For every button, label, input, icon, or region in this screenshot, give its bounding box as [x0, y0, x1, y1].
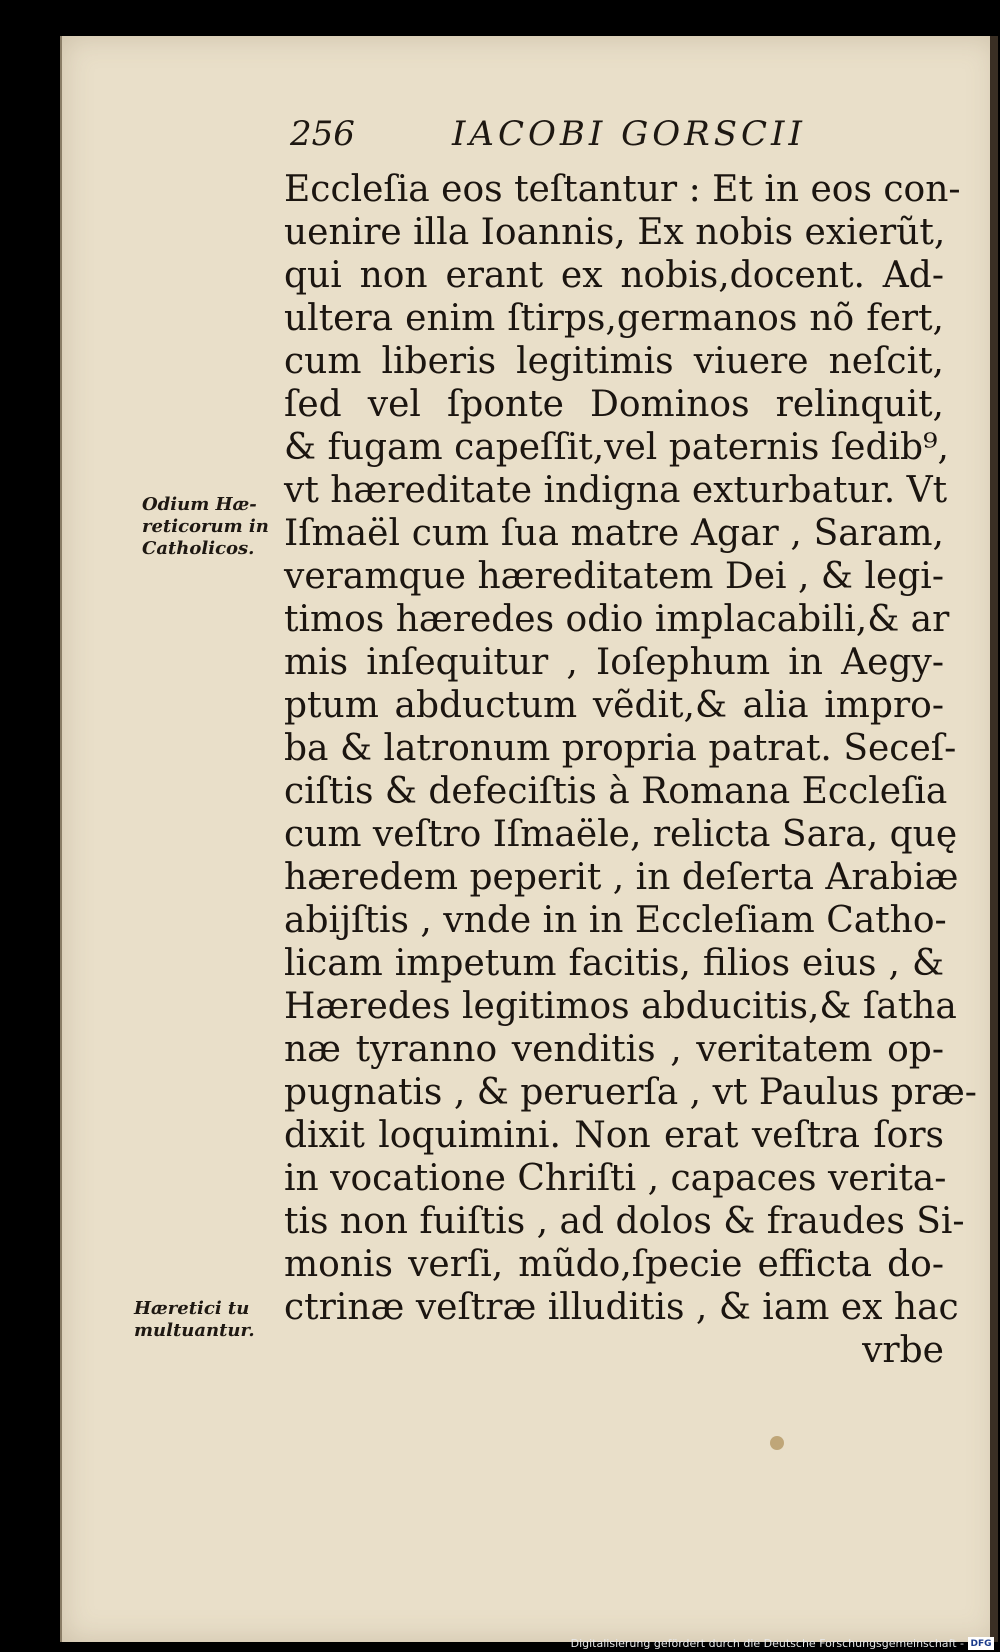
text-line: & fugam capeſſit,vel paternis ſedib⁹,	[284, 427, 949, 468]
text-line: ciſtis & defeciſtis à Romana Eccleſia	[284, 771, 948, 812]
text-line: ba & latronum propria patrat. Seceſ-	[284, 728, 957, 769]
text-line: veramque hæreditatem Dei , & legi-	[284, 556, 944, 597]
marginal-line: multuantur.	[134, 1320, 255, 1341]
text-line: næ tyranno venditis , veritatem op-	[284, 1029, 944, 1070]
text-line: Eccleſia eos teſtantur : Et in eos con-	[284, 169, 961, 210]
text-line: ctrinæ veſtræ illuditis , & iam ex hac	[284, 1287, 959, 1328]
marginal-line: Odium Hæ-	[142, 494, 257, 515]
page-number: 256	[290, 114, 355, 154]
text-line: mis inſequitur , Ioſephum in Aegy-	[284, 642, 944, 683]
text-line: ſed vel ſponte Dominos relinquit,	[284, 384, 944, 425]
text-line: monis verſi, mũdo,ſpecie efficta do-	[284, 1244, 944, 1285]
text-line: uenire illa Ioannis, Ex nobis exierũt,	[284, 212, 946, 253]
marginal-note	[134, 1298, 255, 1342]
book-spine-shadow	[990, 36, 998, 1642]
text-line: cum liberis legitimis viuere neſcit,	[284, 341, 944, 382]
book-page	[60, 36, 998, 1642]
marginal-line: Hæretici tu	[134, 1298, 250, 1319]
text-line: ultera enim ſtirps,germanos nõ fert,	[284, 298, 944, 339]
text-line: vt hæreditate indigna exturbatur. Vt	[284, 470, 948, 511]
text-line: dixit loquimini. Non erat veſtra ſors	[284, 1115, 944, 1156]
paper-stain	[770, 1436, 784, 1450]
text-line: pugnatis , & peruerſa , vt Paulus præ-	[284, 1072, 977, 1113]
page-header	[290, 114, 930, 170]
text-line: timos hæredes odio implacabili,& ar	[284, 599, 950, 640]
marginal-line: reticorum in	[142, 516, 269, 537]
text-line: ptum abductum vẽdit,& alia impro-	[284, 685, 944, 726]
text-line: cum veſtro Iſmaële, relicta Sara, quę	[284, 814, 958, 855]
dfg-logo-icon: DFG	[968, 1637, 994, 1650]
text-line: Iſmaël cum ſua matre Agar , Saram,	[284, 513, 944, 554]
text-line: abijſtis , vnde in in Eccleſiam Catho-	[284, 900, 947, 941]
marginal-note	[142, 494, 269, 560]
marginal-line: Catholicos.	[142, 538, 255, 559]
text-line: Hæredes legitimos abducitis,& ſatha	[284, 986, 957, 1027]
text-line: tis non fuiſtis , ad dolos & fraudes Si-	[284, 1201, 965, 1242]
body-text	[284, 168, 977, 1372]
text-line: licam impetum facitis, filios eius , &	[284, 943, 944, 984]
text-line: qui non erant ex nobis,docent. Ad-	[284, 255, 944, 296]
catchword: vrbe	[862, 1330, 944, 1371]
digitization-credit: Digitalisierung gefördert durch die Deutsche Forschungsgemeinschaft -	[570, 1637, 964, 1650]
running-head: IACOBI GORSCII	[452, 114, 806, 154]
text-line: hæredem peperit , in deſerta Arabiæ	[284, 857, 959, 898]
text-line: in vocatione Chriſti , capaces verita-	[284, 1158, 947, 1199]
